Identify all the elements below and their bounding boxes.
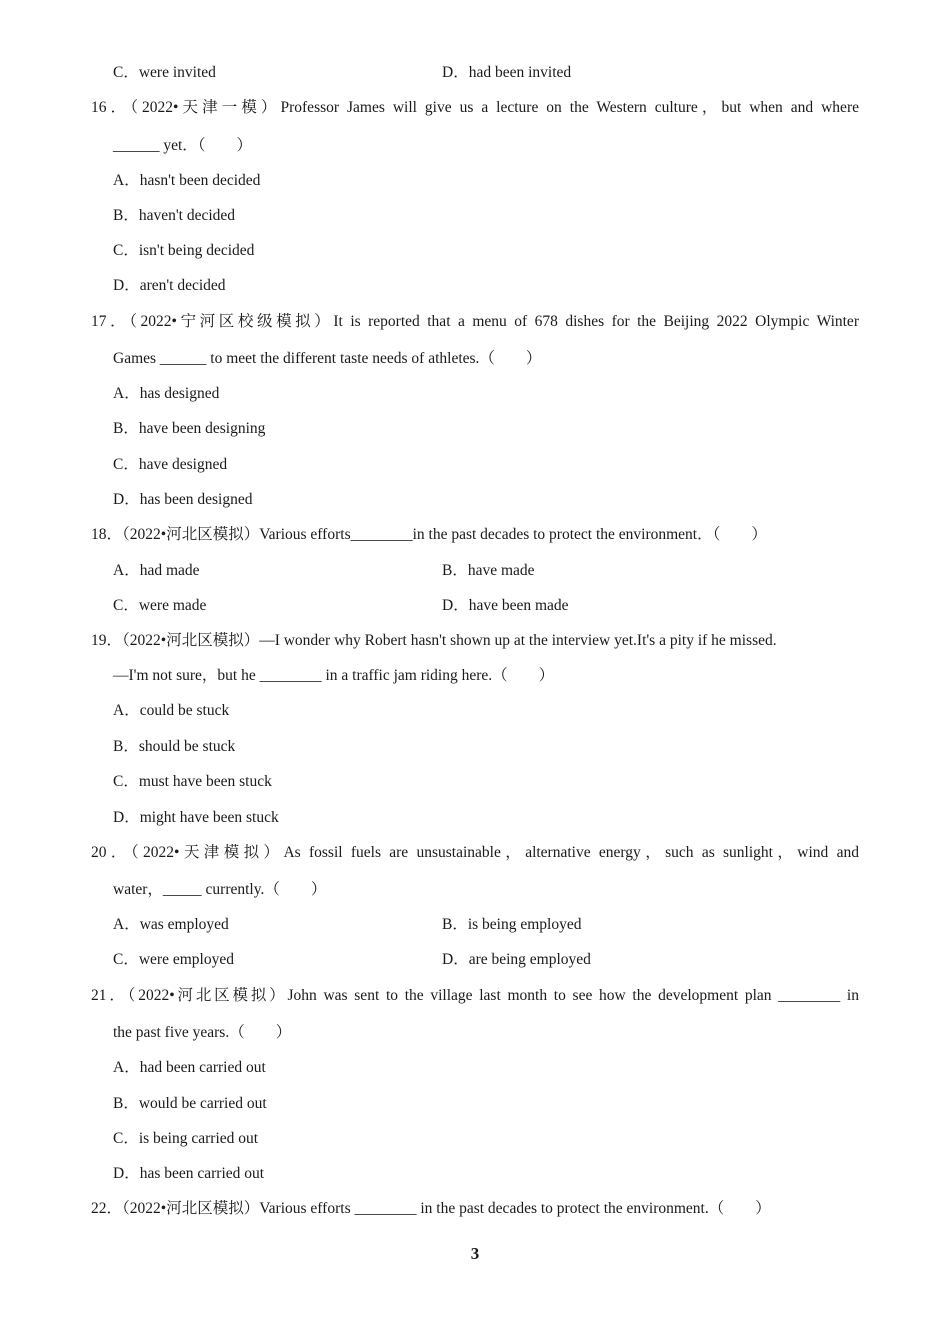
option-d: D．are being employed [442,951,591,968]
option-c: C．were invited [113,64,216,81]
option-d: D．aren't decided [113,277,226,294]
question-17-line1 [91,312,859,332]
option-b: B．have been designing [113,420,266,437]
option-c: C．must have been stuck [113,773,272,790]
question-22-line1 [91,1199,859,1219]
question-text: （2022•天津一模）Professor James will give us a lecture on the Western culture，but when and where [130,99,859,116]
question-number: 18． [91,526,123,543]
option-d: D．might have been stuck [113,809,279,826]
question-19-line1 [91,631,859,651]
page-number: 3 [470,1244,480,1263]
question-number: 21． [91,987,128,1004]
option-c: C．were employed [113,951,234,968]
question-20-line1 [91,843,859,863]
question-21-line1 [91,986,859,1006]
option-b: B．would be carried out [113,1095,267,1112]
question-21-line2: the past five years.（ ） [113,1024,292,1041]
question-number: 22． [91,1200,123,1217]
question-19-line2: —I'm not sure，but he ________ in a traffic jam riding here.（ ） [113,667,555,684]
option-a: A．hasn't been decided [113,172,261,189]
question-text: （2022•河北区模拟）Various efforts________in the past decades to protect the environment．（ ） [122,526,767,543]
question-number: 16． [91,99,131,116]
option-c: C．were made [113,597,207,614]
option-b: B．have made [442,562,535,579]
question-20-line2: water，_____ currently.（ ） [113,881,327,898]
option-b: B．is being employed [442,916,582,933]
question-17-line2: Games ______ to meet the different taste needs of athletes.（ ） [113,350,542,367]
option-a: A．had made [113,562,200,579]
option-c: C．isn't being decided [113,242,255,259]
option-d: D．has been designed [113,491,253,508]
option-d: D．had been invited [442,64,572,81]
question-text: （2022•宁河区校级模拟）It is reported that a menu of 678 dishes for the Beijing 2022 Olympic Winter [129,313,859,330]
question-16-line2: ______ yet．（ ） [113,137,253,154]
question-text: （2022•河北区模拟）John was sent to the village last month to see how the development plan ________ in [127,987,859,1004]
option-a: A．was employed [113,916,229,933]
question-18-line1 [91,525,859,545]
question-number: 19． [91,632,123,649]
option-d: D．has been carried out [113,1165,265,1182]
option-d: D．have been made [442,597,569,614]
question-text: （2022•天津模拟）As fossil fuels are unsustainable，alternative energy，such as sunlight，wind and [130,844,859,861]
option-b: B．should be stuck [113,738,236,755]
option-a: A．had been carried out [113,1059,266,1076]
option-b: B．haven't decided [113,207,236,224]
option-c: C．have designed [113,456,228,473]
question-16-line1 [91,98,859,118]
option-c: C．is being carried out [113,1130,259,1147]
option-a: A．could be stuck [113,702,230,719]
question-number: 17． [91,313,130,330]
question-text: （2022•河北区模拟）Various efforts ________ in the past decades to protect the environment.（ ） [122,1200,771,1217]
question-number: 20． [91,844,131,861]
question-text: （2022•河北区模拟）—I wonder why Robert hasn't shown up at the interview yet.It's a pity if he missed. [122,632,777,649]
option-a: A．has designed [113,385,220,402]
